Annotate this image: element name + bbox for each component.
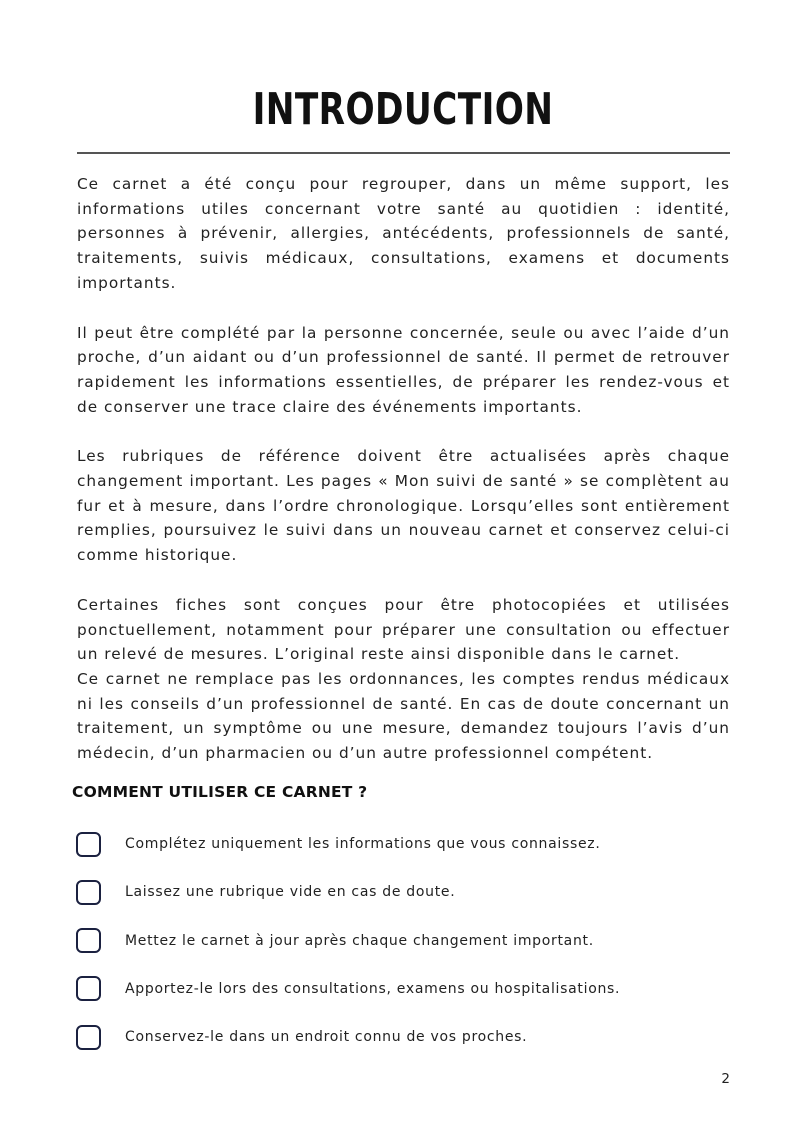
checklist-item xyxy=(76,829,730,859)
checklist-item xyxy=(76,926,730,956)
checkbox[interactable] xyxy=(76,880,101,905)
page-title: INTRODUCTION xyxy=(252,84,554,135)
checkbox[interactable] xyxy=(76,832,101,857)
page-number: 2 xyxy=(721,1071,730,1087)
intro-paragraph-4: Certaines fiches sont conçues pour être photocopiées et utilisées ponctuellement, notamment pour préparer une consultation ou effectuer un relevé de mesures. L’original reste ainsi disponible dans le carnet. xyxy=(77,595,730,664)
checklist-item xyxy=(76,877,730,907)
checklist-heading: COMMENT UTILISER CE CARNET ? xyxy=(72,783,368,801)
intro-paragraph-1: Ce carnet a été conçu pour regrouper, dans un même support, les informations utiles concernant votre santé au quotidien : identité, personnes à prévenir, allergies, antécédents, professionnels de santé, traitements, suivis médicaux, consultations, examens et documents importants. xyxy=(77,175,730,292)
checkbox[interactable] xyxy=(76,928,101,953)
checklist-item-label: Complétez uniquement les informations que vous connaissez. xyxy=(125,836,601,852)
title-divider xyxy=(77,152,730,154)
checkbox[interactable] xyxy=(76,1025,101,1050)
checklist-item-label: Apportez-le lors des consultations, examens ou hospitalisations. xyxy=(125,980,621,997)
intro-paragraph-2: Il peut être complété par la personne concernée, seule ou avec l’aide d’un proche, d’un aidant ou d’un professionnel de santé. Il permet de retrouver rapidement les informations essentielles, de préparer les rendez-vous et de conserver une trace claire des événements importants. xyxy=(77,323,730,416)
checklist-item-label: Laissez une rubrique vide en cas de doute. xyxy=(125,884,456,901)
checklist-item xyxy=(76,1022,730,1052)
intro-paragraph-3: Les rubriques de référence doivent être actualisées après chaque changement important. Les pages « Mon suivi de santé » se complètent au fur et à mesure, dans l’ordre chronologique. Lorsqu’elles sont entièrement remplies, poursuivez le suivi dans un nouveau carnet et conservez celui-ci comme historique. xyxy=(77,447,730,565)
intro-paragraph-5: Ce carnet ne remplace pas les ordonnances, les comptes rendus médicaux ni les conseils d’un professionnel de santé. En cas de doute concernant un traitement, un symptôme ou une mesure, demandez toujours l’avis d’un médecin, d’un pharmacien ou d’un autre professionnel compétent. xyxy=(77,669,730,763)
checkbox[interactable] xyxy=(76,976,101,1001)
introduction-body xyxy=(77,172,730,791)
checklist-item-label: Conservez-le dans un endroit connu de vos proches. xyxy=(125,1029,528,1046)
usage-checklist xyxy=(76,829,730,1070)
checklist-item-label: Mettez le carnet à jour après chaque changement important. xyxy=(125,932,594,949)
checklist-item xyxy=(76,974,730,1004)
